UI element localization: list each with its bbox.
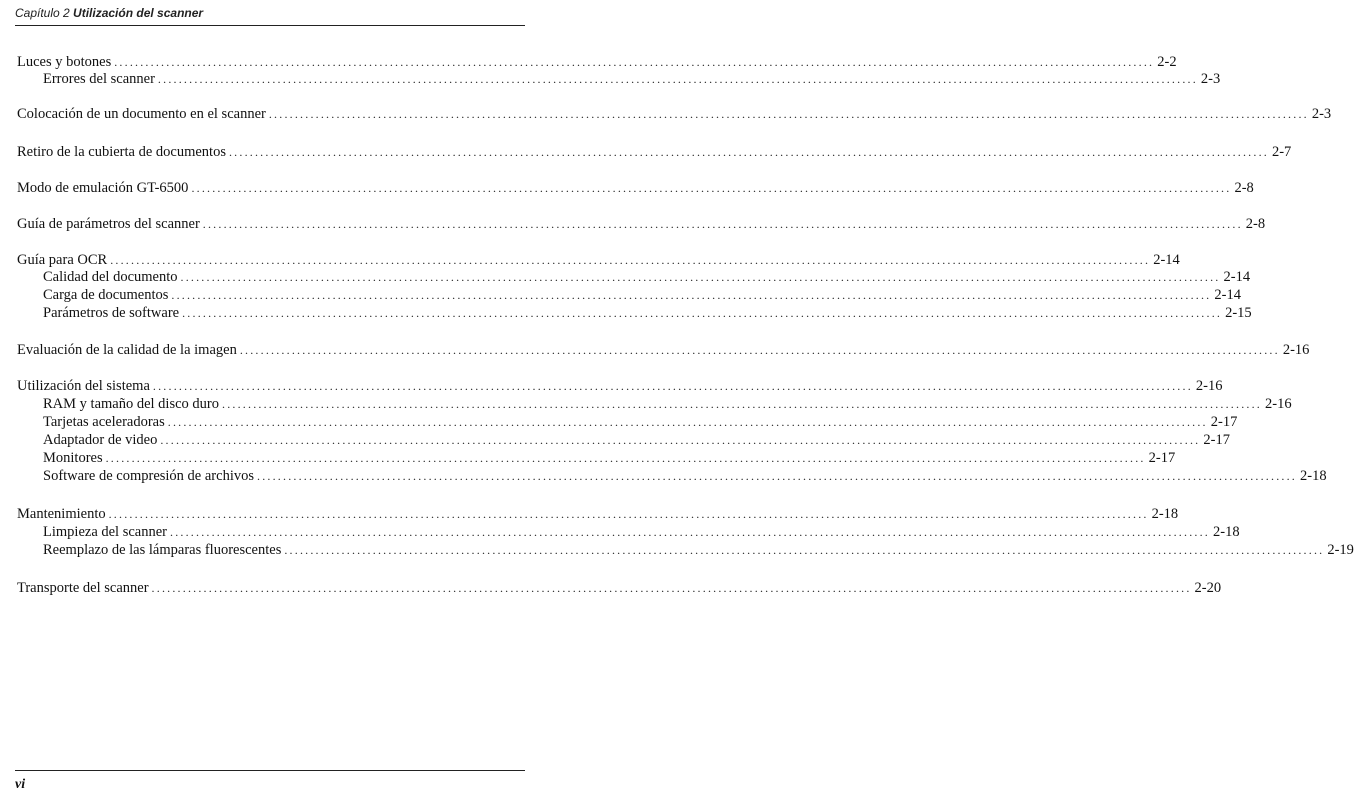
toc-entry: [17, 106, 1332, 123]
toc-entry-title: Reemplazo de las lámparas fluorescentes: [43, 542, 282, 558]
toc-entry-title: Limpieza del scanner: [43, 524, 167, 540]
toc-entry-title: RAM y tamaño del disco duro: [43, 396, 219, 412]
toc-subentry: [43, 305, 1252, 322]
toc-subentry: [43, 450, 1176, 467]
toc-entry-title: Retiro de la cubierta de documentos: [17, 144, 226, 160]
toc-entry-page: 2-17: [1148, 450, 1176, 466]
toc-subentry: [43, 396, 1292, 413]
header-rule: [15, 25, 525, 26]
leader-dots: ........................................................................................................................................................................................................: [151, 581, 1192, 595]
toc-entry-page: 2-16: [1282, 342, 1310, 358]
leader-dots: ........................................................................................................................................................................................................: [257, 469, 1297, 483]
toc-entry-title: Errores del scanner: [43, 71, 155, 87]
toc-entry-title: Evaluación de la calidad de la imagen: [17, 342, 237, 358]
toc-subentry: [43, 269, 1251, 286]
toc-subentry: [43, 432, 1230, 449]
toc-entry-page: 2-2: [1157, 54, 1177, 70]
leader-dots: ........................................................................................................................................................................................................: [182, 306, 1223, 320]
leader-dots: ........................................................................................................................................................................................................: [180, 270, 1221, 284]
toc-entry-title: Software de compresión de archivos: [43, 468, 254, 484]
toc-entry-page: 2-14: [1153, 252, 1180, 268]
toc-entry: [17, 180, 1254, 197]
toc-entry-title: Modo de emulación GT-6500: [17, 180, 189, 196]
toc-entry-page: 2-3: [1200, 71, 1221, 87]
toc-subentry: [43, 414, 1238, 431]
toc-entry-title: Guía de parámetros del scanner: [17, 216, 200, 232]
toc-entry-page: 2-14: [1223, 269, 1251, 285]
toc-entry-page: 2-8: [1245, 216, 1266, 232]
toc-entry-title: Transporte del scanner: [17, 580, 149, 596]
leader-dots: ........................................................................................................................................................................................................: [202, 217, 1243, 231]
toc-entry-page: 2-15: [1225, 305, 1252, 321]
toc-entry-page: 2-14: [1214, 287, 1241, 303]
leader-dots: ........................................................................................................................................................................................................: [160, 433, 1201, 447]
toc-entry-page: 2-16: [1195, 378, 1223, 394]
chapter-label: Capítulo 2: [15, 6, 70, 20]
leader-dots: ........................................................................................................................................................................................................: [157, 72, 1198, 86]
toc-entry-page: 2-7: [1271, 144, 1292, 160]
toc-entry-title: Luces y botones: [17, 54, 112, 70]
leader-dots: ........................................................................................................................................................................................................: [171, 288, 1212, 302]
page-number: vi: [15, 777, 26, 792]
toc-entry-page: 2-18: [1213, 524, 1240, 540]
leader-dots: ........................................................................................................................................................................................................: [170, 525, 1210, 539]
toc-entry-page: 2-3: [1311, 106, 1332, 122]
leader-dots: ........................................................................................................................................................................................................: [105, 451, 1146, 465]
toc-entry-title: Calidad del documento: [43, 269, 178, 285]
leader-dots: ........................................................................................................................................................................................................: [114, 55, 1155, 69]
running-header: [15, 6, 525, 20]
toc-entry-page: 2-17: [1210, 414, 1238, 430]
leader-dots: ........................................................................................................................................................................................................: [167, 415, 1208, 429]
toc-entry-title: Colocación de un documento en el scanner: [17, 106, 266, 122]
toc-entry-title: Monitores: [43, 450, 103, 466]
toc-entry-page: 2-8: [1234, 180, 1254, 196]
leader-dots: ........................................................................................................................................................................................................: [239, 343, 1280, 357]
toc-entry-page: 2-18: [1151, 506, 1179, 522]
toc-entry-title: Carga de documentos: [43, 287, 169, 303]
leader-dots: ........................................................................................................................................................................................................: [222, 397, 1262, 411]
toc-subentry: [43, 542, 1354, 559]
toc-entry: [17, 54, 1177, 71]
toc-entry: [17, 506, 1179, 523]
leader-dots: ........................................................................................................................................................................................................: [108, 507, 1149, 521]
toc-entry-title: Guía para OCR: [17, 252, 108, 268]
toc-subentry: [43, 287, 1241, 304]
toc-entry-title: Tarjetas aceleradoras: [43, 414, 165, 430]
leader-dots: ........................................................................................................................................................................................................: [110, 253, 1151, 267]
toc-entry: [17, 216, 1266, 233]
toc-entry: [17, 378, 1223, 395]
leader-dots: ........................................................................................................................................................................................................: [152, 379, 1193, 393]
chapter-title: Utilización del scanner: [73, 6, 204, 20]
leader-dots: ........................................................................................................................................................................................................: [268, 107, 1309, 121]
leader-dots: ........................................................................................................................................................................................................: [191, 181, 1232, 195]
toc-entry-page: 2-16: [1265, 396, 1292, 412]
toc-entry: [17, 252, 1180, 269]
leader-dots: ........................................................................................................................................................................................................: [228, 145, 1269, 159]
toc-entry-page: 2-19: [1327, 542, 1354, 558]
toc-entry: [17, 144, 1292, 161]
toc-entry: [17, 580, 1222, 597]
toc-entry-page: 2-18: [1300, 468, 1327, 484]
toc-subentry: [43, 524, 1240, 541]
toc-subentry: [43, 468, 1327, 485]
toc-entry-title: Adaptador de video: [43, 432, 158, 448]
toc-entry-title: Parámetros de software: [43, 305, 180, 321]
toc-entry-page: 2-17: [1203, 432, 1230, 448]
footer-rule: [15, 770, 525, 771]
toc-entry: [17, 342, 1310, 359]
toc-entry-title: Utilización del sistema: [17, 378, 150, 394]
leader-dots: ........................................................................................................................................................................................................: [284, 543, 1325, 557]
toc-subentry: [43, 71, 1221, 88]
toc-entry-page: 2-20: [1194, 580, 1222, 596]
toc-entry-title: Mantenimiento: [17, 506, 106, 522]
